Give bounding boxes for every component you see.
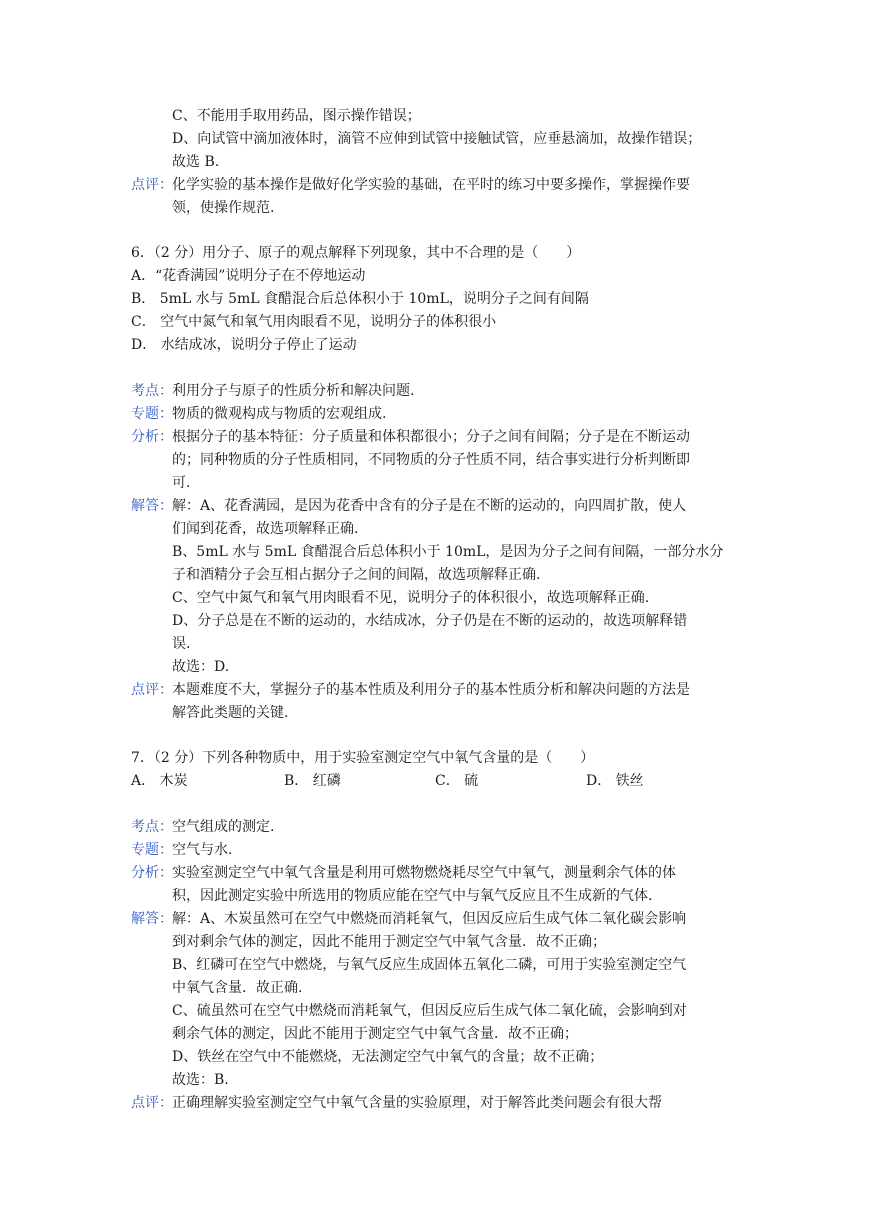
q6-option-c: C． 空气中氮气和氧气用肉眼看不见，说明分子的体积很小: [131, 314, 497, 330]
q7-fenxi-label: 分析：: [131, 865, 173, 881]
prev-answer-line: 故选 B.: [172, 154, 220, 170]
q6-jieda-line: C、空气中氮气和氧气用肉眼看不见，说明分子的体积很小，故选项解释正确.: [172, 590, 650, 606]
q6-jieda-line: 们闻到花香，故选项解释正确.: [172, 521, 359, 537]
q6-stem: 6．（2 分）用分子、原子的观点解释下列现象，其中不合理的是（ ）: [131, 245, 581, 261]
q7-jieda-line: 剩余气体的测定，因此不能用于测定空气中氧气含量．故不正确；: [172, 1026, 578, 1042]
prev-answer-line: D、向试管中滴加液体时，滴管不应伸到试管中接触试管，应垂悬滴加，故操作错误；: [172, 131, 702, 147]
q7-stem: 7．（2 分）下列各种物质中，用于实验室测定空气中氧气含量的是（ ）: [131, 750, 595, 766]
q7-jieda-line: C、硫虽然可在空气中燃烧而消耗氧气，但因反应后生成气体二氧化硫，会影响到对: [172, 1003, 687, 1019]
q7-dianping-line: 正确理解实验室测定空气中氧气含量的实验原理，对于解答此类问题会有很大帮: [172, 1095, 662, 1111]
comment-line: 领，使操作规范.: [172, 200, 275, 216]
q7-jieda-line: B、红磷可在空气中燃烧，与氧气反应生成固体五氧化二磷，可用于实验室测定空气: [172, 957, 687, 973]
q7-option-c: C． 硫: [435, 773, 479, 789]
q7-zhuanti: 空气与水.: [172, 842, 233, 858]
q6-dianping-label: 点评：: [131, 682, 173, 698]
q6-jieda-line: 误.: [172, 636, 191, 652]
q7-jieda-line: 故选：B.: [172, 1072, 229, 1088]
q6-fenxi-line: 根据分子的基本特征：分子质量和体积都很小；分子之间有间隔；分子是在不断运动: [172, 429, 690, 445]
q7-option-a: A． 木炭: [131, 773, 188, 789]
q7-jieda-line: D、铁丝在空气中不能燃烧，无法测定空气中氧气的含量；故不正确；: [172, 1049, 604, 1065]
prev-answer-line: C、不能用手取用药品，图示操作错误；: [172, 108, 421, 124]
q6-option-b: B． 5mL 水与 5mL 食醋混合后总体积小于 10mL，说明分子之间有间隔: [131, 291, 589, 307]
q6-jieda-line: 解：A、花香满园，是因为花香中含有的分子是在不断的运动的，向四周扩散，使人: [172, 498, 687, 514]
q6-kaodian-label: 考点：: [131, 383, 173, 399]
q7-jieda-line: 中氧气含量．故正确.: [172, 980, 303, 996]
q6-dianping-line: 解答此类题的关键.: [172, 705, 289, 721]
q7-zhuanti-label: 专题：: [131, 842, 173, 858]
q7-option-d: D． 铁丝: [586, 773, 644, 789]
q6-jieda-line: B、5mL 水与 5mL 食醋混合后总体积小于 10mL，是因为分子之间有间隔，一部分水分: [172, 544, 724, 560]
q7-jieda-label: 解答：: [131, 911, 173, 927]
q6-zhuanti: 物质的微观构成与物质的宏观组成.: [172, 406, 387, 422]
q7-kaodian-label: 考点：: [131, 819, 173, 835]
q6-dianping-line: 本题难度不大，掌握分子的基本性质及利用分子的基本性质分析和解决问题的方法是: [172, 682, 690, 698]
q6-option-a: A．“花香满园”说明分子在不停地运动: [131, 268, 366, 284]
q6-zhuanti-label: 专题：: [131, 406, 173, 422]
q7-option-b: B． 红磷: [284, 773, 341, 789]
q7-fenxi-line: 实验室测定空气中氧气含量是利用可燃物燃烧耗尽空气中氧气，测量剩余气体的体: [172, 865, 676, 881]
q6-option-d: D． 水结成冰，说明分子停止了运动: [131, 337, 357, 353]
q7-kaodian: 空气组成的测定.: [172, 819, 275, 835]
q7-jieda-line: 解：A、木炭虽然可在空气中燃烧而消耗氧气，但因反应后生成气体二氧化碳会影响: [172, 911, 687, 927]
q6-jieda-line: 子和酒精分子会互相占据分子之间的间隔，故选项解释正确.: [172, 567, 541, 583]
q7-dianping-label: 点评：: [131, 1095, 173, 1111]
q6-jieda-label: 解答：: [131, 498, 173, 514]
comment-line: 化学实验的基本操作是做好化学实验的基础，在平时的练习中要多操作，掌握操作要: [172, 177, 690, 193]
comment-label: 点评：: [131, 177, 173, 193]
q7-jieda-line: 到对剩余气体的测定，因此不能用于测定空气中氧气含量．故不正确；: [172, 934, 606, 950]
q6-jieda-line: D、分子总是在不断的运动的，水结成冰，分子仍是在不断的运动的，故选项解释错: [172, 613, 688, 629]
q6-fenxi-line: 可.: [172, 475, 191, 491]
q7-fenxi-line: 积，因此测定实验中所选用的物质应能在空气中与氧气反应且不生成新的气体.: [172, 888, 653, 904]
q6-fenxi-label: 分析：: [131, 429, 173, 445]
q6-fenxi-line: 的；同种物质的分子性质相同，不同物质的分子性质不同，结合事实进行分析判断即: [172, 452, 690, 468]
q6-kaodian: 利用分子与原子的性质分析和解决问题.: [172, 383, 415, 399]
q6-jieda-line: 故选：D.: [172, 659, 230, 675]
